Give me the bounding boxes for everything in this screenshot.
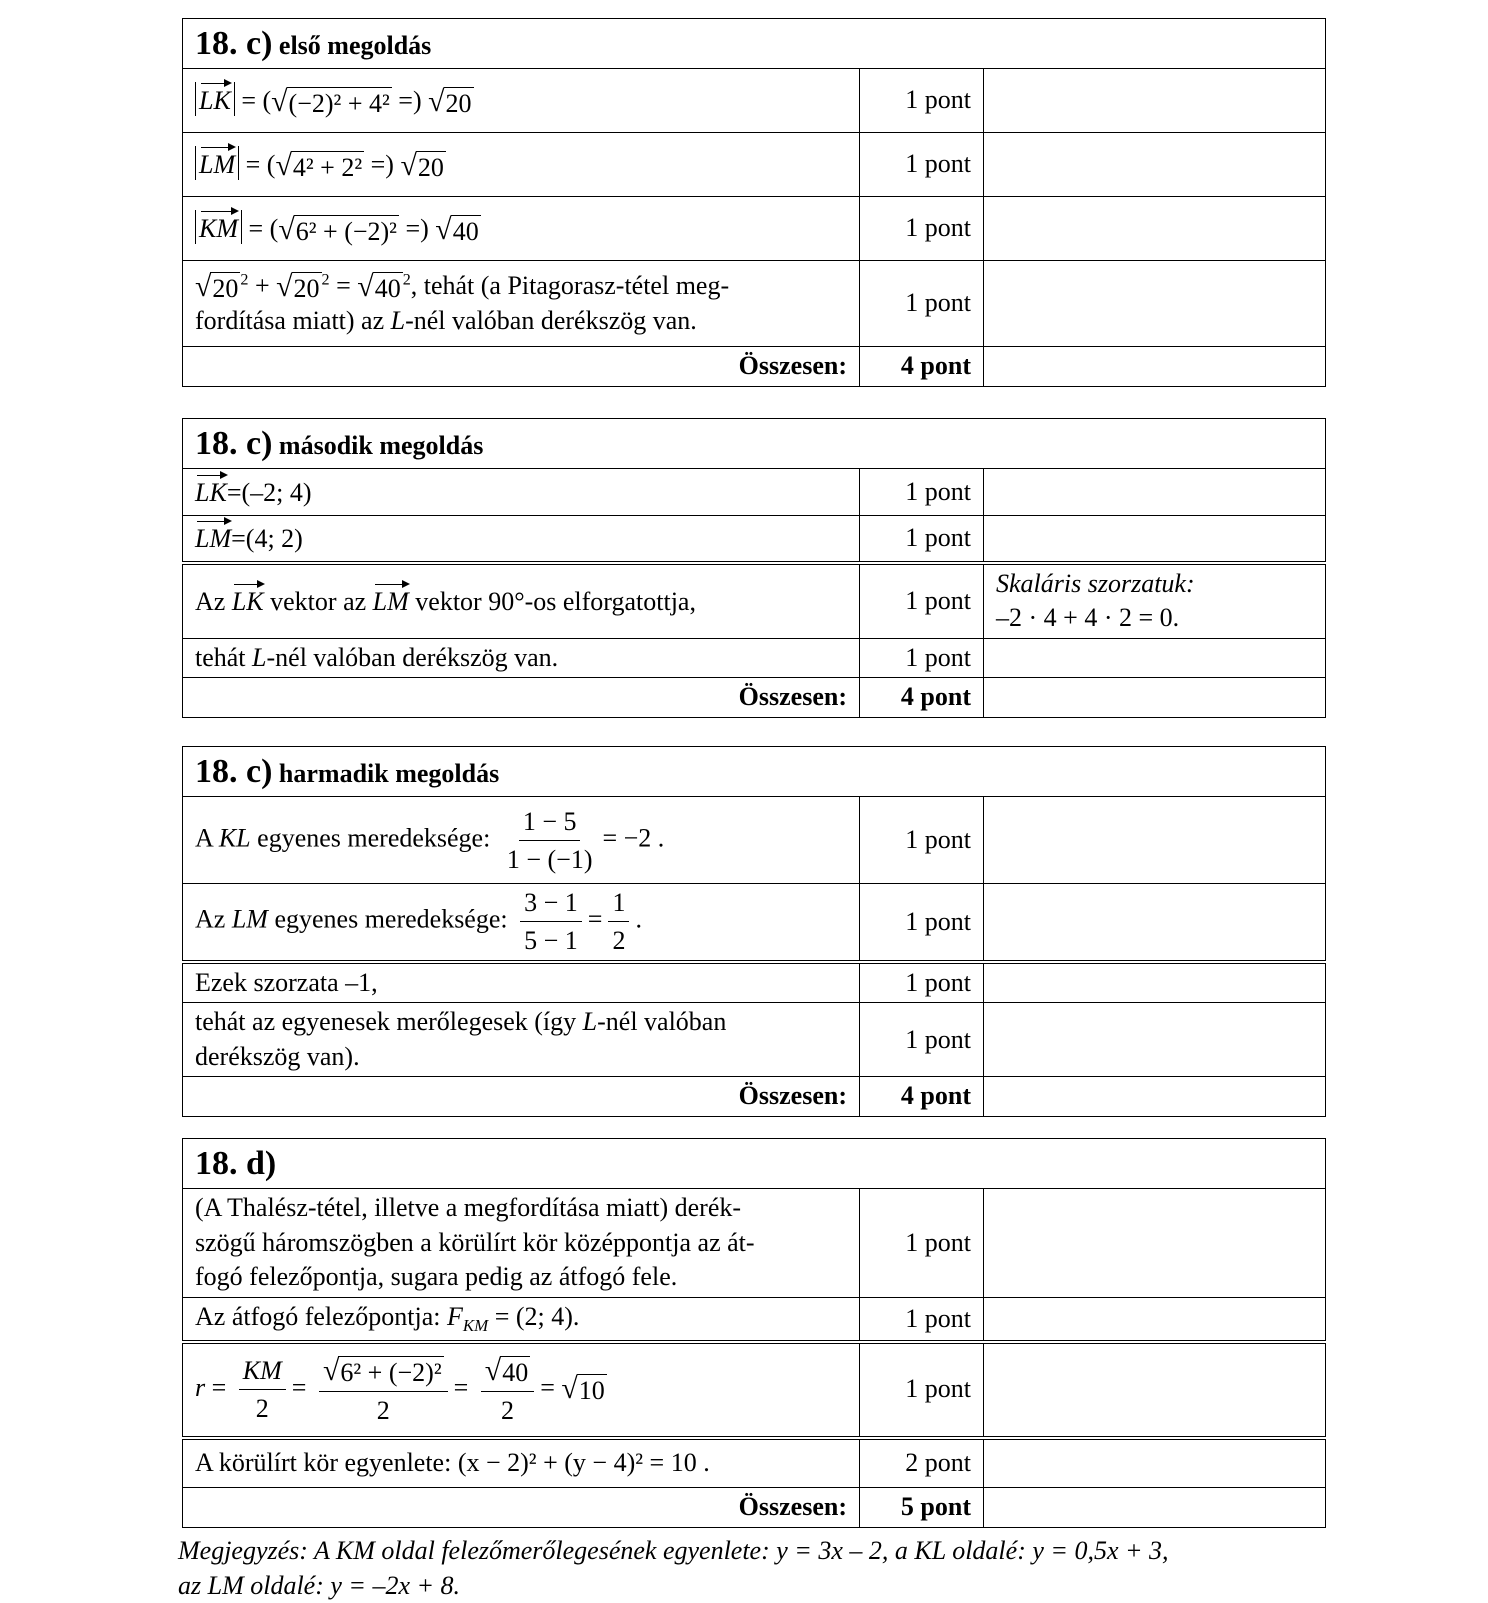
radius-symbol: r	[195, 1372, 206, 1402]
result: 40	[452, 217, 479, 247]
denominator: 2	[376, 1395, 390, 1425]
term: 20	[212, 274, 239, 304]
total-points: 4 pont	[860, 1077, 984, 1117]
points-cell: 1 pont	[860, 563, 984, 639]
step-text: egyenes meredeksége:	[250, 823, 491, 853]
solution-label: második megoldás	[278, 431, 484, 460]
remark-cell	[984, 261, 1326, 347]
table-row	[183, 261, 1326, 347]
step-text: -nél valóban derékszög van.	[405, 305, 697, 335]
remark-cell	[984, 884, 1326, 962]
term: 40	[374, 274, 401, 304]
total-label: Összesen:	[183, 1077, 860, 1117]
step-cell: r = $\frac{KM}{2}$ = √ 6² + (−2)² 2 = √ 40 2 = √ 10	[183, 1342, 860, 1438]
denominator: 2	[612, 926, 626, 956]
step-text: A	[195, 823, 219, 853]
remark-cell	[984, 347, 1326, 387]
problem-number: 18. c)	[195, 425, 273, 462]
remark-cell	[984, 197, 1326, 261]
step-text: fogó felezőpontja, sugara pedig az átfogó fele.	[195, 1262, 678, 1292]
step-cell: Ezek szorzata –1,	[183, 962, 860, 1003]
result: = −2 .	[602, 823, 665, 853]
radicand: 6² + (−2)²	[295, 217, 397, 247]
step-text: -nél valóban derékszög van.	[266, 642, 559, 672]
fraction	[608, 887, 629, 956]
step-text: (A Thalész-tétel, illetve a megfordítása miatt) derék-	[195, 1193, 742, 1223]
table-row	[183, 69, 1326, 133]
table-row	[183, 516, 1326, 563]
period: .	[635, 904, 642, 934]
fraction	[239, 1355, 286, 1424]
remark-cell	[984, 678, 1326, 718]
equals: =	[211, 1372, 227, 1402]
remark-text: –2 · 4 + 4 · 2 = 0.	[996, 603, 1180, 633]
total-points: 4 pont	[860, 347, 984, 387]
points-cell: 1 pont	[860, 197, 984, 261]
step-text: = (2; 4).	[488, 1301, 580, 1331]
points-cell: 1 pont	[860, 133, 984, 197]
solution-table-3	[182, 746, 1326, 1117]
table-row	[183, 563, 1326, 639]
remark-cell	[984, 962, 1326, 1003]
fraction	[520, 887, 582, 956]
step-text: vektor az	[263, 587, 373, 616]
remark-cell	[984, 1003, 1326, 1077]
numerator: 6² + (−2)²	[340, 1357, 442, 1387]
table-header	[183, 1139, 1326, 1189]
total-label: Összesen:	[183, 1488, 860, 1528]
vector-lm: LM	[199, 146, 235, 178]
equals: =	[291, 1372, 307, 1402]
total-points: 4 pont	[860, 678, 984, 718]
step-cell	[183, 516, 860, 563]
radicand: (−2)² + 4²	[288, 89, 390, 119]
step-cell	[183, 797, 860, 884]
numerator: 40	[502, 1357, 529, 1387]
step-cell	[183, 469, 860, 516]
denominator: 2	[255, 1394, 269, 1424]
table-row	[183, 469, 1326, 516]
points-cell: 1 pont	[860, 469, 984, 516]
remark-cell	[984, 133, 1326, 197]
remark-cell	[984, 516, 1326, 563]
table-row	[183, 638, 1326, 678]
remark-cell	[984, 1438, 1326, 1488]
table-row	[183, 962, 1326, 1003]
table-row	[183, 1003, 1326, 1077]
radicand: 4² + 2²	[292, 153, 363, 183]
total-row	[183, 1488, 1326, 1528]
table-header	[183, 419, 1326, 469]
remark-cell	[984, 1077, 1326, 1117]
numerator: 1 − 5	[519, 806, 581, 841]
points-cell: 1 pont	[860, 1297, 984, 1341]
points-cell: 1 pont	[860, 797, 984, 884]
table-row	[183, 797, 1326, 884]
step-cell	[183, 638, 860, 678]
points-cell: 1 pont	[860, 516, 984, 563]
numerator: 3 − 1	[520, 887, 582, 922]
table-row	[183, 197, 1326, 261]
table-row	[183, 1189, 1326, 1298]
solution-table-1	[182, 18, 1326, 387]
problem-number: 18. c)	[195, 753, 273, 790]
step-cell	[183, 1438, 860, 1488]
midpoint-subscript: KM	[462, 1316, 489, 1336]
step-text: Az	[195, 904, 232, 934]
problem-number: 18. d)	[195, 1145, 277, 1182]
points-cell: 1 pont	[860, 1189, 984, 1298]
points-cell: 1 pont	[860, 1003, 984, 1077]
total-row	[183, 347, 1326, 387]
table-row	[183, 884, 1326, 962]
footnote	[178, 1534, 1338, 1603]
vector-km: KM	[199, 210, 238, 242]
table-row	[183, 1438, 1326, 1488]
step-cell: LK = ( √ (−2)² + 4² =) √ 20	[183, 69, 860, 133]
points-cell: 1 pont	[860, 962, 984, 1003]
table-row	[183, 1297, 1326, 1341]
remark-cell	[984, 1342, 1326, 1438]
points-cell: 1 pont	[860, 261, 984, 347]
table-row	[183, 133, 1326, 197]
total-points: 5 pont	[860, 1488, 984, 1528]
problem-number: 18. c)	[195, 25, 273, 62]
numerator: KM	[239, 1355, 286, 1390]
vector-lm: LM	[195, 520, 231, 552]
point-label: L	[252, 642, 267, 672]
footnote-line-1: Megjegyzés: A KM oldal felezőmerőlegesének egyenlete: y = 3x – 2, a KL oldalé: y = 0,5x + 3,	[178, 1536, 1169, 1565]
vector-lk: LK	[199, 82, 231, 114]
numerator: 1	[608, 887, 629, 922]
remark-cell	[984, 563, 1326, 639]
total-row	[183, 678, 1326, 718]
denominator: 1 − (−1)	[506, 844, 593, 874]
remark-cell	[984, 69, 1326, 133]
step-text: tehát az egyenesek merőlegesek (így	[195, 1007, 583, 1037]
result: 20	[417, 153, 444, 183]
point-label: L	[390, 305, 406, 335]
points-cell: 2 pont	[860, 1438, 984, 1488]
table-header	[183, 747, 1326, 797]
step-text: -nél valóban	[597, 1007, 727, 1037]
equals: =	[540, 1372, 555, 1402]
line-label: KL	[218, 823, 251, 853]
step-cell	[183, 1003, 860, 1077]
remark-cell	[984, 797, 1326, 884]
solution-label: első megoldás	[278, 31, 432, 60]
total-label: Összesen:	[183, 678, 860, 718]
vector-lk: LK	[232, 583, 264, 615]
points-cell: 1 pont	[860, 1342, 984, 1438]
denominator: 5 − 1	[524, 926, 578, 956]
vector-value: =(–2; 4)	[226, 477, 312, 507]
step-cell	[183, 1297, 860, 1341]
step-cell	[183, 884, 860, 962]
step-text: Az átfogó felezőpontja:	[195, 1301, 447, 1331]
total-label: Összesen:	[183, 347, 860, 387]
remark-text: Skaláris szorzatuk:	[996, 568, 1195, 598]
result: 20	[445, 89, 472, 119]
step-cell: KM = ( √ 6² + (−2)² =) √ 40	[183, 197, 860, 261]
line-label: LM	[231, 904, 268, 934]
equals: =	[587, 904, 603, 934]
fraction	[503, 806, 597, 875]
result: 10	[578, 1375, 605, 1405]
step-cell: √ 20 $^2$ + √ 20 $^2$ = √ 40 $^2$, tehát (a Pitagorasz-tétel meg- fordítása miatt) az L-nél valóban derékszög van.	[183, 261, 860, 347]
remark-cell	[984, 638, 1326, 678]
step-cell	[183, 1189, 860, 1298]
step-text: egyenes meredeksége:	[267, 904, 508, 934]
remark-cell	[984, 1297, 1326, 1341]
step-text: , tehát (a Pitagorasz-tétel meg-	[410, 270, 730, 300]
step-text: vektor 90°-os elforgatottja,	[408, 587, 696, 616]
step-text: tehát	[195, 642, 253, 672]
point-label: L	[582, 1007, 598, 1037]
total-row	[183, 1077, 1326, 1117]
step-text: Az	[195, 587, 232, 616]
points-cell: 1 pont	[860, 638, 984, 678]
table-row	[183, 1342, 1326, 1438]
remark-cell	[984, 1488, 1326, 1528]
step-text: A körülírt kör egyenlete:	[195, 1448, 458, 1478]
footnote-line-2: az LM oldalé: y = –2x + 8.	[178, 1570, 461, 1600]
table-header	[183, 19, 1326, 69]
step-text: szögű háromszögben a körülírt kör középpontja az át-	[195, 1227, 755, 1257]
vector-lk: LK	[195, 474, 227, 506]
remark-cell	[984, 1189, 1326, 1298]
step-cell: LM = ( √ 4² + 2² =) √ 20	[183, 133, 860, 197]
equals: =	[453, 1372, 469, 1402]
step-cell	[183, 563, 860, 639]
vector-lm: LM	[373, 583, 409, 615]
circle-equation: (x − 2)² + (y − 4)² = 10 .	[457, 1448, 710, 1478]
solution-table-2	[182, 418, 1326, 718]
remark-cell	[984, 469, 1326, 516]
fraction: √ 40 2	[481, 1354, 534, 1426]
midpoint-symbol: F	[446, 1301, 463, 1331]
step-text: derékszög van).	[195, 1041, 360, 1071]
points-cell: 1 pont	[860, 884, 984, 962]
solution-table-4	[182, 1138, 1326, 1528]
denominator: 2	[500, 1395, 514, 1425]
step-text: fordítása miatt) az	[195, 305, 391, 335]
vector-value: =(4; 2)	[231, 524, 303, 554]
solution-label: harmadik megoldás	[278, 759, 500, 788]
term: 20	[293, 274, 320, 304]
points-cell: 1 pont	[860, 69, 984, 133]
fraction: √ 6² + (−2)² 2	[319, 1354, 448, 1426]
